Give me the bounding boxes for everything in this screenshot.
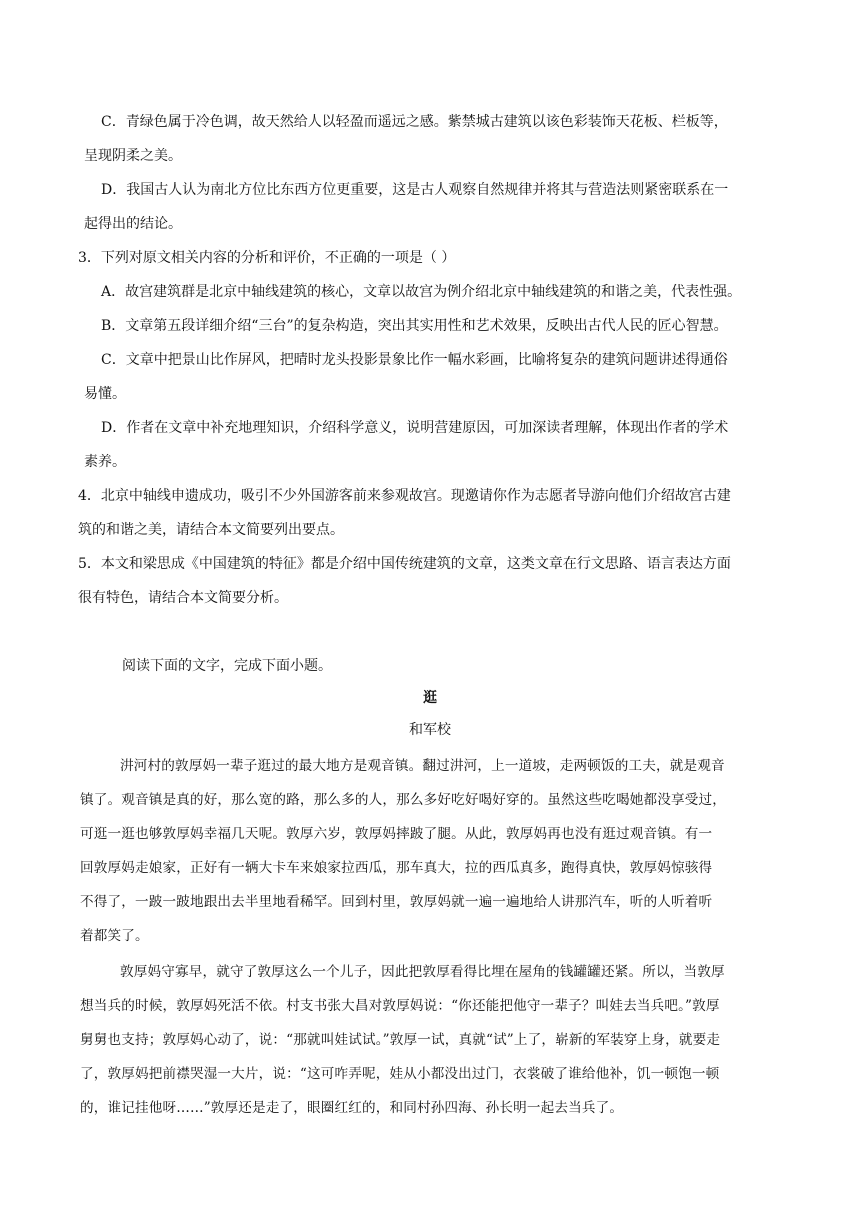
story-line: 着都笑了。 bbox=[80, 928, 149, 944]
story-line: 回敦厚妈走娘家，正好有一辆大卡车来娘家拉西瓜，那车真大，拉的西瓜真多，跑得真快，敦厚妈惊骇得 bbox=[80, 860, 713, 876]
q3-option-a: A．故宫建筑群是北京中轴线建筑的核心，文章以故宫为例介绍北京中轴线建筑的和谐之美，代表性强。 bbox=[101, 284, 742, 300]
story-title: 逛 bbox=[423, 690, 437, 706]
story-line: 可逛一逛也够敦厚妈幸福几天呢。敦厚六岁，敦厚妈摔跛了腿。从此，敦厚妈再也没有逛过观音镇。有一 bbox=[80, 826, 713, 842]
q2-option-d-line1: D．我国古人认为南北方位比东西方位更重要，这是古人观察自然规律并将其与营造法则紧密联系在一 bbox=[101, 182, 729, 198]
story-line: 镇了。观音镇是真的好，那么宽的路，那么多的人，那么多好吃好喝好穿的。虽然这些吃喝她都没享受过， bbox=[80, 792, 726, 808]
q4-line1: 4．北京中轴线申遗成功，吸引不少外国游客前来参观故宫。现邀请你作为志愿者导游向他们介绍故宫古建 bbox=[78, 488, 731, 504]
q3-option-d-line2: 素养。 bbox=[84, 454, 126, 470]
story-line: 不得了，一跛一跛地跟出去半里地看稀罕。回到村里，敦厚妈就一遍一遍地给人讲那汽车，听的人听着听 bbox=[80, 894, 713, 910]
q3-option-c-line1: C．文章中把景山比作屏风，把晴时龙头投影景象比作一幅水彩画，比喻将复杂的建筑问题讲述得通俗 bbox=[101, 352, 728, 368]
story-line: 想当兵的时候，敦厚妈死活不依。村支书张大昌对敦厚妈说：“你还能把他守一辈子？叫娃去当兵吧。”敦厚 bbox=[80, 998, 720, 1014]
story-line: 舅舅也支持；敦厚妈心动了，说：“那就叫娃试试。”敦厚一试，真就“试”上了，崭新的军装穿上身，就要走 bbox=[80, 1032, 721, 1048]
q5-line2: 很有特色，请结合本文简要分析。 bbox=[78, 590, 288, 606]
reading-intro: 阅读下面的文字，完成下面小题。 bbox=[122, 658, 332, 674]
story-line: 的，谁记挂他呀……”敦厚还是走了，眼圈红红的，和同村孙四海、孙长明一起去当兵了。 bbox=[80, 1100, 624, 1116]
q3-option-d-line1: D．作者在文章中补充地理知识，介绍科学意义，说明营建原因，可加深读者理解，体现出作者的学术 bbox=[101, 420, 729, 436]
q5-line1: 5．本文和梁思成《中国建筑的特征》都是介绍中国传统建筑的文章，这类文章在行文思路、语言表达方面 bbox=[78, 556, 731, 572]
q2-option-d-line2: 起得出的结论。 bbox=[84, 216, 182, 232]
q2-option-c-line2: 呈现阴柔之美。 bbox=[84, 148, 182, 164]
story-line: 了，敦厚妈把前襟哭湿一大片，说：“这可咋弄呢，娃从小都没出过门，衣裳破了谁给他补，饥一顿饱一顿 bbox=[80, 1066, 720, 1082]
q4-line2: 筑的和谐之美，请结合本文简要列出要点。 bbox=[78, 522, 344, 538]
story-line: 敦厚妈守寡早，就守了敦厚这么一个儿子，因此把敦厚看得比埋在屋角的钱罐罐还紧。所以，当敦厚 bbox=[120, 964, 725, 980]
q3-option-b: B．文章第五段详细介绍“三台”的复杂构造，突出其实用性和艺术效果，反映出古代人民的匠心智慧。 bbox=[101, 318, 728, 334]
q3-option-c-line2: 易懂。 bbox=[84, 386, 126, 402]
q3-stem: 3．下列对原文相关内容的分析和评价，不正确的一项是（ ） bbox=[78, 250, 456, 266]
q2-option-c-line1: C．青绿色属于冷色调，故天然给人以轻盈而遥远之感。紫禁城古建筑以该色彩装饰天花板、栏板等， bbox=[101, 114, 728, 130]
story-line: 汫河村的敦厚妈一辈子逛过的最大地方是观音镇。翻过汫河，上一道坡，走两顿饭的工夫，就是观音 bbox=[120, 758, 725, 774]
story-author: 和军校 bbox=[409, 722, 451, 738]
